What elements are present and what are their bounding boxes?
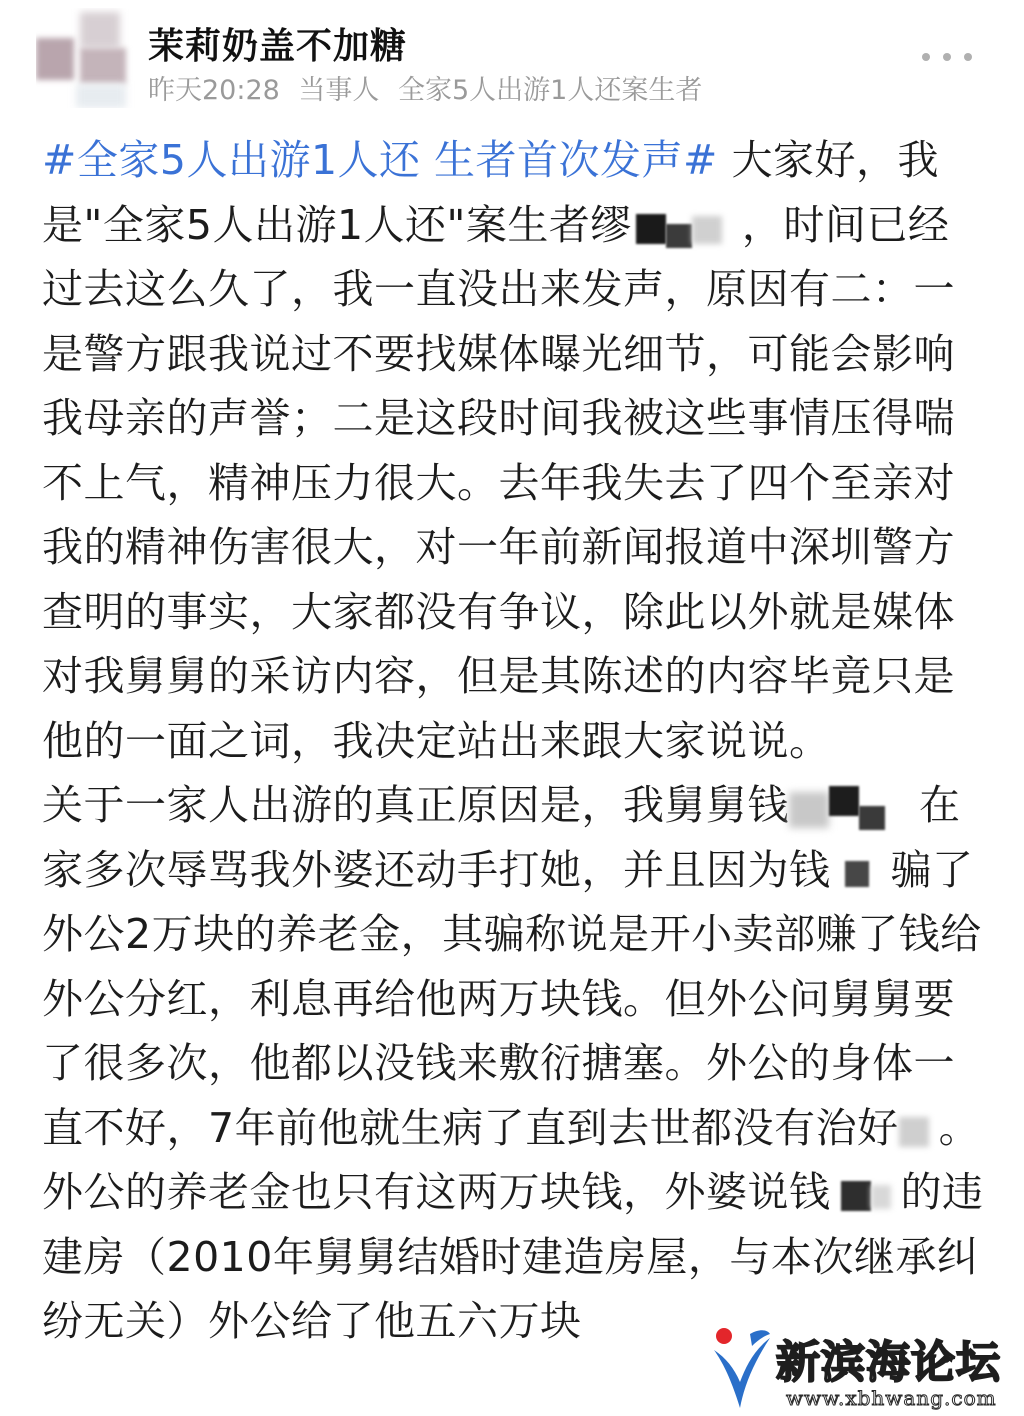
hashtag-link[interactable]: #全家5人出游1人还 生者首次发声# — [42, 136, 718, 184]
paragraph-2-text-d: 。外公的养老金也只有这两万块钱，外婆说钱 — [42, 1103, 981, 1216]
post-body — [42, 128, 987, 1354]
paragraph-2-text-a: 关于一家人出游的真正原因是，我舅舅钱 — [42, 781, 789, 829]
more-dots-icon[interactable] — [922, 42, 972, 72]
mosaic-redaction — [831, 1173, 901, 1217]
post-time: 昨天20:28 — [148, 75, 280, 106]
forum-logo-icon — [710, 1324, 772, 1412]
watermark-title: 新滨海论坛 — [776, 1337, 1001, 1388]
paragraph-1-text-b: ，时间已经过去这么久了，我一直没出来发声，原因有二：一是警方跟我说过不要找媒体曝光细节，可能会影响我母亲的声誉；二是这段时间我被这些事情压得喘不上气，精神压力很大。去年我失去了四个至亲对我的精神伤害很大，对一年前新闻报道中深圳警方查明的事实，大家都没有争议，除此以外就是媒体对我舅舅的采访内容，但是其陈述的内容毕竟只是他的一面之词，我决定站出来跟大家说说。 — [42, 200, 955, 765]
post-meta — [148, 68, 712, 107]
mosaic-redaction — [789, 786, 919, 830]
paragraph-2-text-e: 的违建房（2010年舅舅结婚时建造房屋，与本次继承纠纷无关）外公给了他五六万块 — [42, 1168, 984, 1345]
paragraph-2-text-c: 骗了外公2万块的养老金，其骗称说是开小卖部赚了钱给外公分红，利息再给他两万块钱。但外公问舅舅要了很多次，他都以没钱来敷衍搪塞。外公的身体一直不好，7年前他就生病了直到去世都没有治好 — [42, 845, 982, 1152]
post-role: 当事人 — [298, 75, 380, 106]
mosaic-redaction — [899, 1109, 939, 1153]
avatar[interactable] — [36, 8, 136, 108]
watermark — [710, 1316, 1010, 1416]
paragraph-1-text-a: 大家好，我是"全家5人出游1人还"案生者缪 — [42, 136, 939, 249]
mosaic-redaction — [831, 851, 891, 895]
paragraph-1 — [42, 128, 987, 773]
post-header — [0, 0, 1024, 120]
paragraph-2 — [42, 773, 987, 1354]
username[interactable]: 茉莉奶盖不加糖 — [148, 26, 408, 67]
post-topic[interactable]: 全家5人出游1人还案生者 — [398, 75, 703, 106]
watermark-url: www.xbhwang.com — [786, 1386, 997, 1410]
mosaic-redaction — [632, 206, 742, 250]
paragraph-2-text-b: 在家多次辱骂我外婆还动手打她，并且因为钱 — [42, 781, 961, 894]
